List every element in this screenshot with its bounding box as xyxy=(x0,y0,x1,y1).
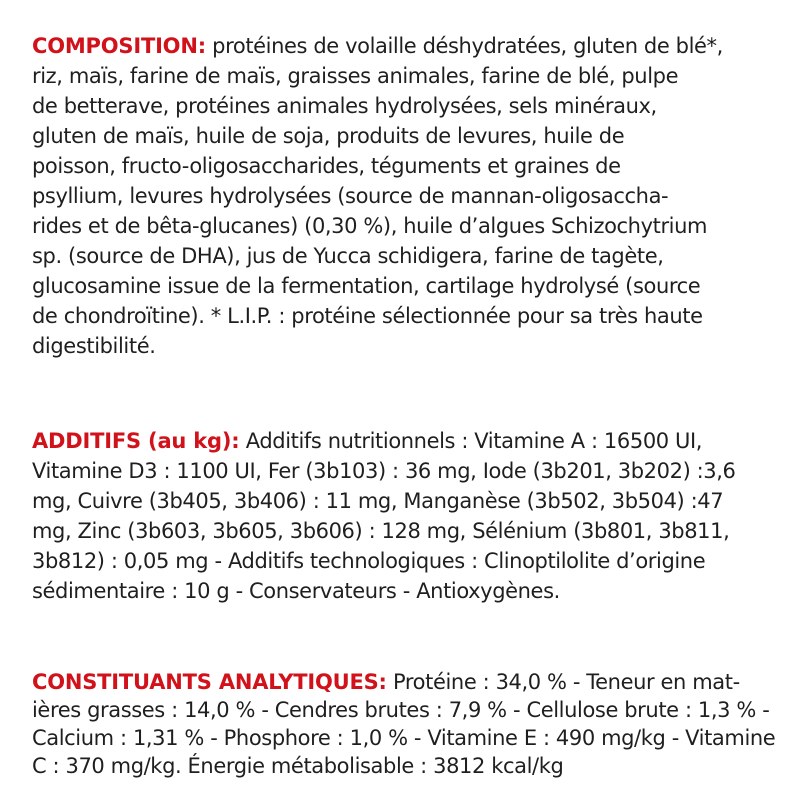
additifs-line-5: 3b812) : 0,05 mg - Additifs technologiques : Clinoptilolite d’origine xyxy=(32,549,706,573)
composition-line-8: sp. (source de DHA), jus de Yucca schidigera, farine de tagète, xyxy=(32,244,664,268)
constituants-line-1: CONSTITUANTS ANALYTIQUES: Protéine : 34,0 % - Teneur en mat- xyxy=(32,670,740,694)
composition-line-11: digestibilité. xyxy=(32,334,156,358)
constituants-heading: CONSTITUANTS ANALYTIQUES: xyxy=(32,670,387,694)
composition-line-7: rides et de bêta-glucanes) (0,30 %), huile d’algues Schizochytrium xyxy=(32,214,708,238)
composition-line-6: psyllium, levures hydrolysées (source de mannan-oligosaccha- xyxy=(32,184,669,208)
constituants-line-4: C : 370 mg/kg. Énergie métabolisable : 3812 kcal/kg xyxy=(32,754,564,778)
additifs-heading: ADDITIFS (au kg): xyxy=(32,429,240,453)
constituants-line-2: ières grasses : 14,0 % - Cendres brutes : 7,9 % - Cellulose brute : 1,3 % - xyxy=(32,698,770,722)
composition-line-1: COMPOSITION: protéines de volaille déshydratées, gluten de blé*, xyxy=(32,34,723,58)
additifs-line-3: mg, Cuivre (3b405, 3b406) : 11 mg, Manganèse (3b502, 3b504) :47 xyxy=(32,489,724,513)
composition-line-2: riz, maïs, farine de maïs, graisses animales, farine de blé, pulpe xyxy=(32,64,679,88)
additifs-line-4: mg, Zinc (3b603, 3b605, 3b606) : 128 mg, Sélénium (3b801, 3b811, xyxy=(32,519,730,543)
additifs-line-6: sédimentaire : 10 g - Conservateurs - Antioxygènes. xyxy=(32,579,560,603)
composition-line-4: gluten de maïs, huile de soja, produits de levures, huile de xyxy=(32,124,625,148)
composition-line-10: de chondroïtine). * L.I.P. : protéine sélectionnée pour sa très haute xyxy=(32,304,703,328)
additifs-line-1: ADDITIFS (au kg): Additifs nutritionnels : Vitamine A : 16500 UI, xyxy=(32,429,703,453)
composition-line-3: de betterave, protéines animales hydrolysées, sels minéraux, xyxy=(32,94,657,118)
composition-line-9: glucosamine issue de la fermentation, cartilage hydrolysé (source xyxy=(32,274,701,298)
constituants-line-3: Calcium : 1,31 % - Phosphore : 1,0 % - Vitamine E : 490 mg/kg - Vitamine xyxy=(32,726,776,750)
additifs-line-2: Vitamine D3 : 1100 UI, Fer (3b103) : 36 mg, Iode (3b201, 3b202) :3,6 xyxy=(32,459,736,483)
composition-line-5: poisson, fructo-oligosaccharides, téguments et graines de xyxy=(32,154,621,178)
composition-heading: COMPOSITION: xyxy=(32,34,206,58)
